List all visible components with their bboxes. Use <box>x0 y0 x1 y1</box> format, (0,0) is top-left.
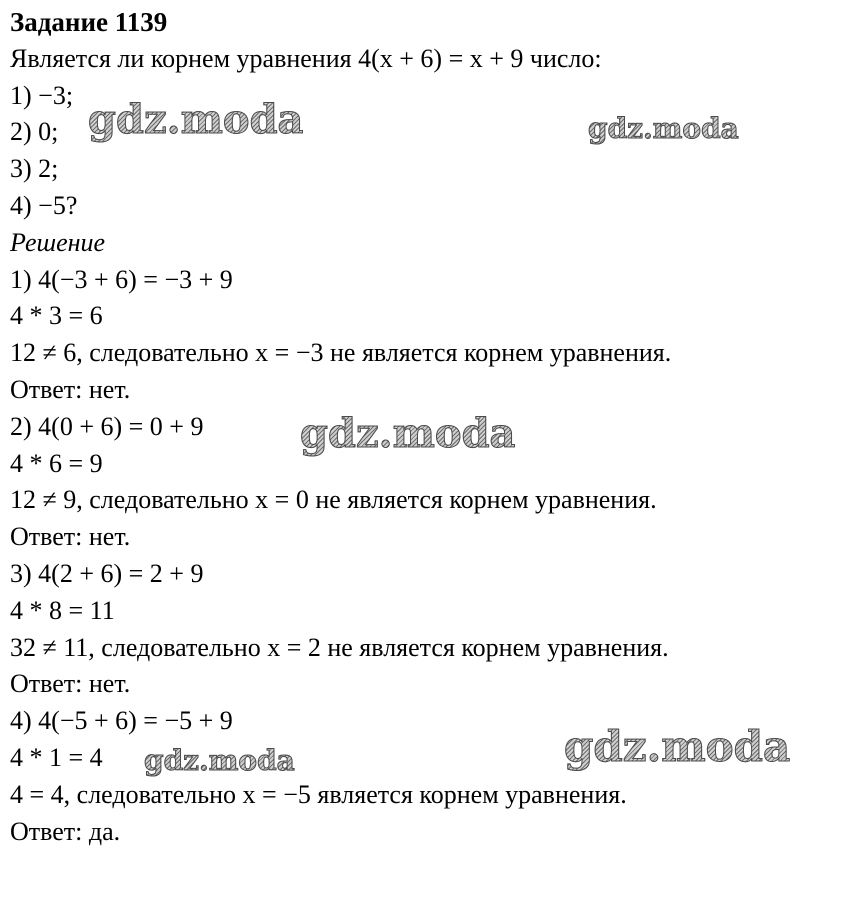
solution-line: 4 * 8 = 11 <box>10 595 115 625</box>
solution-line: 12 ≠ 9, следовательно x = 0 не является корнем уравнения. <box>10 485 657 515</box>
option-item: 3) 2; <box>10 154 59 184</box>
solution-heading: Решение <box>10 227 106 257</box>
solution-line: 3) 4(2 + 6) = 2 + 9 <box>10 558 204 588</box>
solution-line: 4 * 6 = 9 <box>10 448 103 478</box>
answer-line: Ответ: нет. <box>10 374 131 404</box>
solution-line: 2) 4(0 + 6) = 0 + 9 <box>10 411 204 441</box>
solution-line: 1) 4(−3 + 6) = −3 + 9 <box>10 264 233 294</box>
solution-line: 4 * 3 = 6 <box>10 301 103 331</box>
answer-line: Ответ: нет. <box>10 669 131 699</box>
option-item: 1) −3; <box>10 80 74 110</box>
watermark-logo: gdz.moda <box>564 722 791 771</box>
solution-line: 4 = 4, следовательно x = −5 является корнем уравнения. <box>10 779 627 809</box>
task-title: Задание 1139 <box>10 7 168 37</box>
watermark-logo: gdz.moda <box>588 112 739 145</box>
watermark-logo: gdz.moda <box>144 744 295 777</box>
option-item: 2) 0; <box>10 117 59 147</box>
watermark-logo: gdz.moda <box>300 410 516 457</box>
answer-line: Ответ: нет. <box>10 522 131 552</box>
task-question: Является ли корнем уравнения 4(x + 6) = x + 9 число: <box>10 43 602 73</box>
solution-line: 4 * 1 = 4 <box>10 742 103 772</box>
solution-line: 32 ≠ 11, следовательно x = 2 не является корнем уравнения. <box>10 632 669 662</box>
solution-line: 4) 4(−5 + 6) = −5 + 9 <box>10 706 233 736</box>
solution-line: 12 ≠ 6, следовательно x = −3 не является корнем уравнения. <box>10 338 672 368</box>
option-item: 4) −5? <box>10 190 78 220</box>
watermark-logo: gdz.moda <box>88 96 304 143</box>
answer-line: Ответ: да. <box>10 816 121 846</box>
